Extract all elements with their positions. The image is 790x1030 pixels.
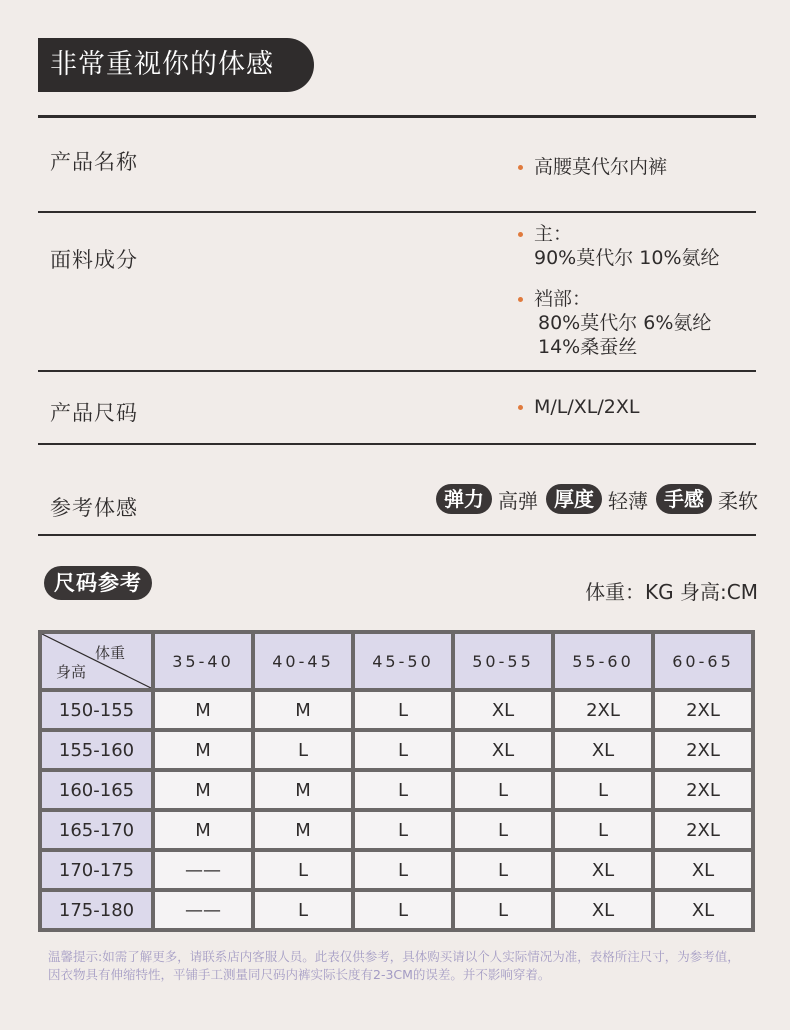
- fabric-crotch-line1: 80%莫代尔 6%氨纶: [538, 312, 712, 334]
- size-cell: L: [253, 730, 353, 770]
- touch-tag: 手感: [656, 484, 712, 514]
- divider: [38, 115, 756, 118]
- size-cell: L: [553, 770, 653, 810]
- page-title: 非常重视你的体感: [38, 38, 314, 92]
- size-chart-units: 体重：KG 身高:CM: [585, 580, 758, 604]
- size-cell: L: [353, 850, 453, 890]
- size-cell: M: [253, 690, 353, 730]
- height-cell: 175-180: [40, 890, 153, 930]
- fabric-crotch-line2: 14%桑蚕丝: [538, 336, 638, 358]
- divider: [38, 211, 756, 213]
- size-cell: M: [253, 770, 353, 810]
- size-cell: L: [353, 690, 453, 730]
- divider: [38, 370, 756, 372]
- elasticity-tag: 弹力: [436, 484, 492, 514]
- table-header-row: [40, 632, 753, 690]
- product-name-label: 产品名称: [50, 150, 138, 174]
- size-cell: XL: [453, 690, 553, 730]
- height-cell: 160-165: [40, 770, 153, 810]
- divider: [38, 443, 756, 445]
- size-cell: L: [553, 810, 653, 850]
- corner-cell: [40, 632, 153, 690]
- touch-value: 柔软: [718, 488, 758, 513]
- size-cell: M: [153, 730, 253, 770]
- size-cell: XL: [453, 730, 553, 770]
- weight-header: 45-50: [353, 632, 453, 690]
- size-cell: 2XL: [653, 730, 753, 770]
- weight-header: 55-60: [553, 632, 653, 690]
- fabric-main-title: 主：: [534, 223, 573, 245]
- size-cell: L: [353, 730, 453, 770]
- corner-height-label: 身高: [56, 663, 87, 681]
- weight-header: 60-65: [653, 632, 753, 690]
- size-cell: 2XL: [653, 770, 753, 810]
- size-cell: ——: [153, 850, 253, 890]
- table-row: [40, 690, 753, 730]
- height-cell: 170-175: [40, 850, 153, 890]
- size-cell: L: [353, 890, 453, 930]
- size-chart-title: 尺码参考: [44, 566, 152, 600]
- size-cell: L: [353, 770, 453, 810]
- weight-header: 50-55: [453, 632, 553, 690]
- size-cell: XL: [553, 890, 653, 930]
- feel-tags: [436, 484, 758, 514]
- size-value: M/L/XL/2XL: [534, 396, 640, 418]
- fabric-label: 面料成分: [50, 248, 138, 272]
- weight-header: 40-45: [253, 632, 353, 690]
- size-cell: 2XL: [553, 690, 653, 730]
- size-cell: L: [253, 890, 353, 930]
- size-cell: L: [253, 850, 353, 890]
- divider: [38, 534, 756, 536]
- size-cell: L: [453, 890, 553, 930]
- weight-header: 35-40: [153, 632, 253, 690]
- size-cell: 2XL: [653, 810, 753, 850]
- corner-weight-label: 体重: [94, 644, 125, 662]
- fabric-main-value: 90%莫代尔 10%氨纶: [534, 247, 720, 269]
- table-row: [40, 850, 753, 890]
- size-cell: XL: [653, 890, 753, 930]
- product-name-value: 高腰莫代尔内裤: [534, 156, 668, 178]
- table-row: [40, 890, 753, 930]
- height-cell: 150-155: [40, 690, 153, 730]
- size-cell: M: [253, 810, 353, 850]
- size-cell: ——: [153, 890, 253, 930]
- size-cell: 2XL: [653, 690, 753, 730]
- size-label: 产品尺码: [50, 401, 138, 425]
- height-cell: 155-160: [40, 730, 153, 770]
- size-cell: L: [453, 850, 553, 890]
- size-cell: M: [153, 770, 253, 810]
- feel-label: 参考体感: [50, 496, 138, 520]
- size-cell: L: [453, 810, 553, 850]
- table-row: [40, 810, 753, 850]
- size-cell: L: [453, 770, 553, 810]
- size-cell: M: [153, 690, 253, 730]
- size-chart-table: [38, 630, 755, 932]
- size-cell: L: [353, 810, 453, 850]
- height-cell: 165-170: [40, 810, 153, 850]
- elasticity-value: 高弹: [498, 488, 538, 513]
- size-cell: XL: [553, 850, 653, 890]
- size-cell: XL: [653, 850, 753, 890]
- fabric-crotch-title: 裆部：: [534, 288, 592, 310]
- thickness-tag: 厚度: [546, 484, 602, 514]
- table-row: [40, 730, 753, 770]
- size-cell: XL: [553, 730, 653, 770]
- size-cell: M: [153, 810, 253, 850]
- footnote: 温馨提示:如需了解更多，请联系店内客服人员。此表仅供参考，具体购买请以个人实际情况为准，表格所注尺寸，为参考值，因衣物具有伸缩特性，平铺手工测量同尺码内裤实际长度有2-3CM的误差。并不影响穿着。: [48, 949, 740, 982]
- thickness-value: 轻薄: [608, 488, 648, 513]
- table-row: [40, 770, 753, 810]
